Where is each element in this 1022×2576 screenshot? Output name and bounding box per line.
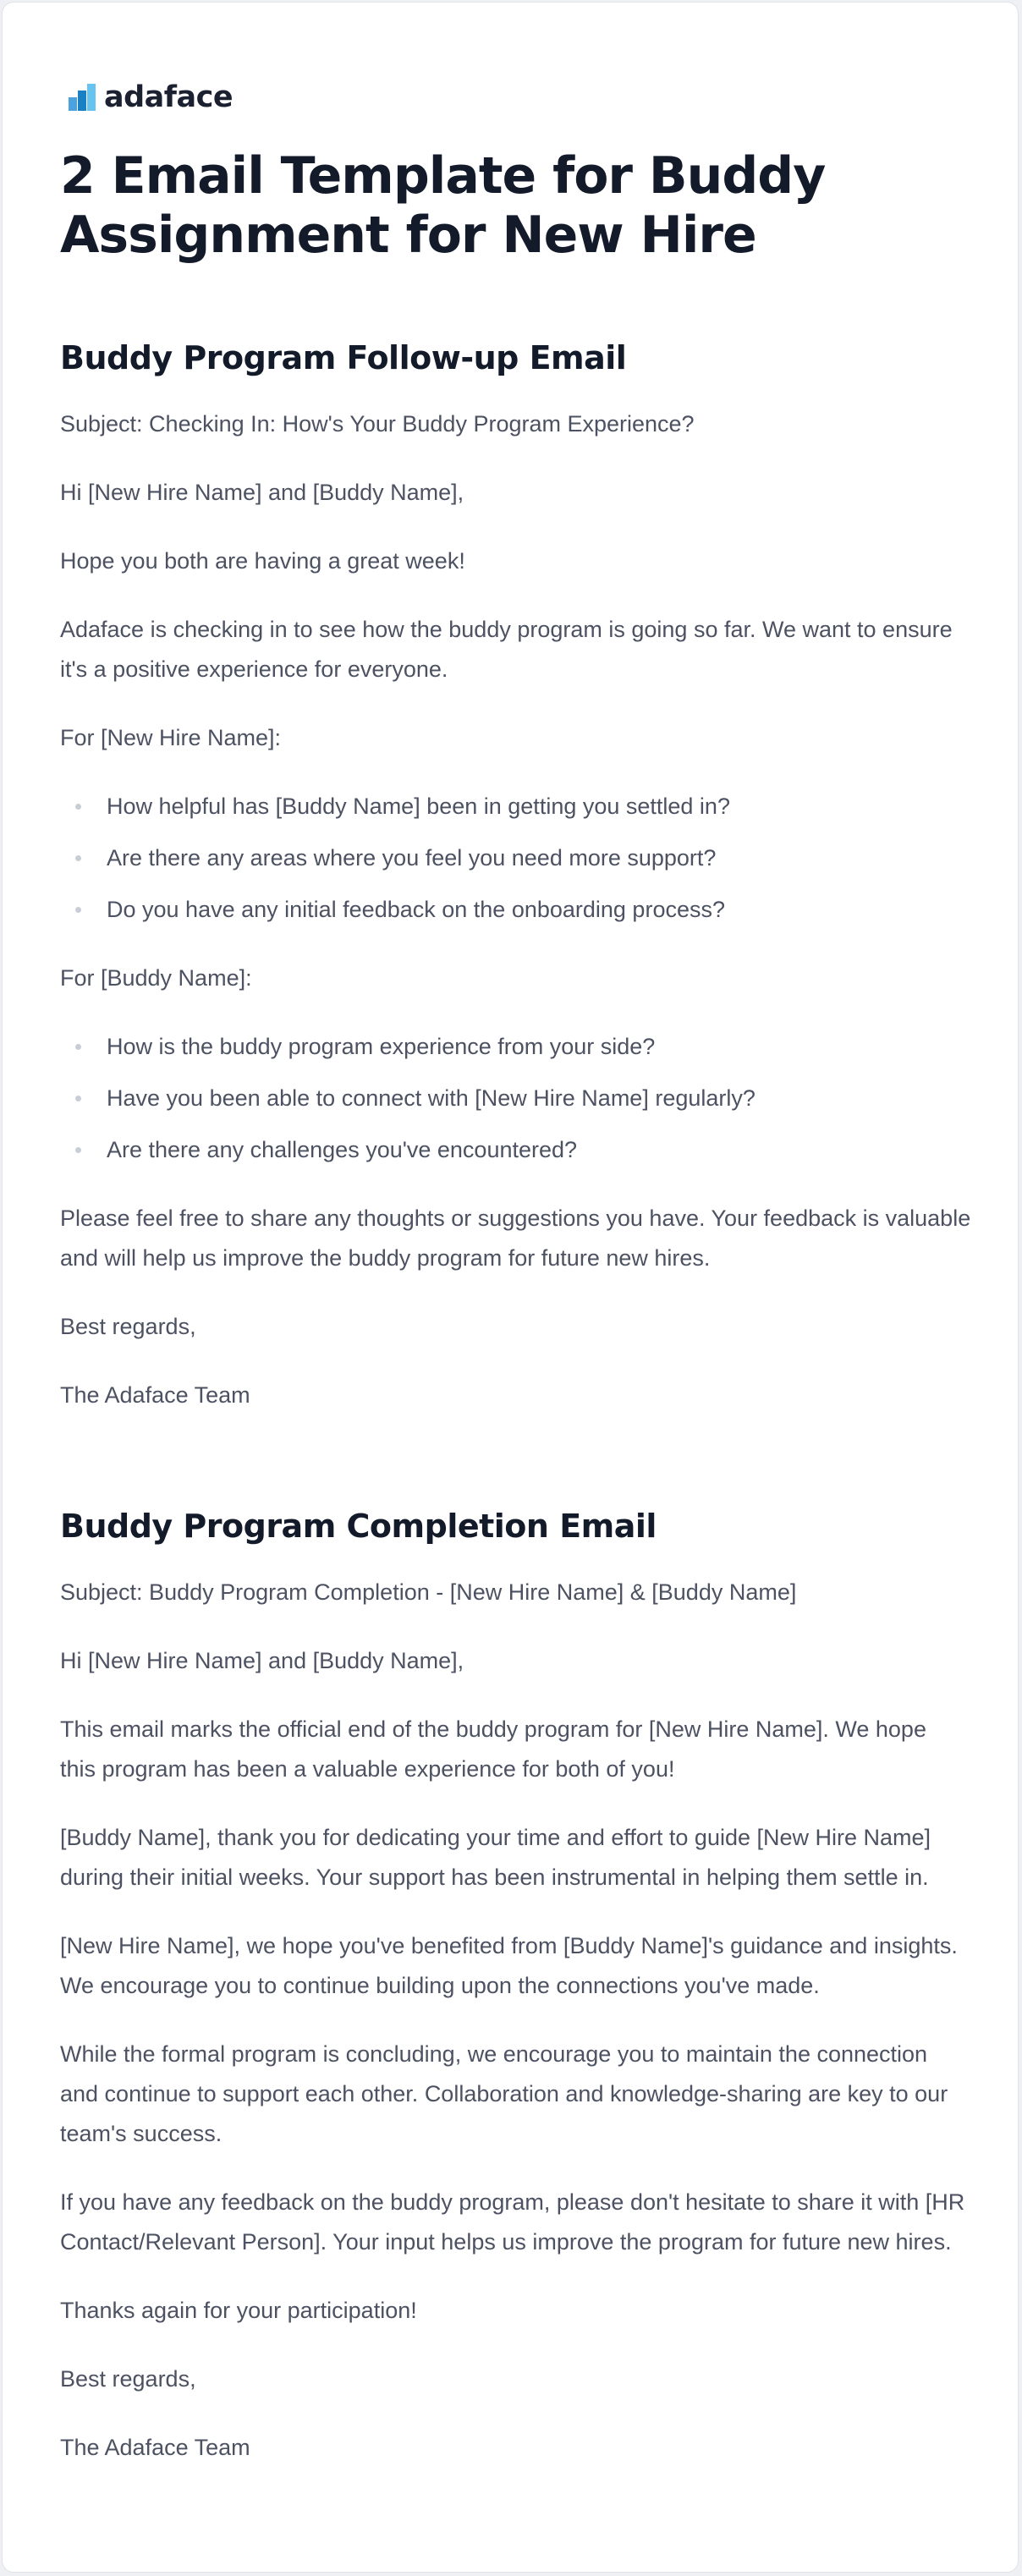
bullet-icon [75,907,81,913]
brand-name: adaface [104,80,234,114]
email-greeting: Hi [New Hire Name] and [Buddy Name], [60,480,464,505]
list-item [60,838,974,878]
list-item [60,1027,974,1067]
email-paragraph [60,1710,974,1789]
template-completion [60,1504,974,2468]
email-paragraph [60,610,974,689]
text-line: team's success. [60,2121,223,2146]
template-heading: Buddy Program Completion Email [60,1508,657,1545]
email-signature: The Adaface Team [60,1382,250,1408]
email-subject: Subject: Buddy Program Completion - [New Hire Name] & [Buddy Name] [60,1579,797,1605]
email-signature: The Adaface Team [60,2435,250,2460]
email-paragraph [60,1199,974,1278]
email-paragraph: Thanks again for your participation! [60,2298,417,2323]
text-line: This email marks the official end of the buddy program for [New Hire Name]. We hope [60,1716,926,1742]
bullet-icon [75,1147,81,1153]
list-item-text: How helpful has [Buddy Name] been in getting you settled in? [107,794,730,819]
text-line: it's a positive experience for everyone. [60,656,448,682]
template-heading: Buddy Program Follow-up Email [60,339,627,376]
page-title: 2 Email Template for Buddy Assignment for New Hire [60,146,826,265]
text-line: Adaface is checking in to see how the buddy program is going so far. We want to ensure [60,617,953,642]
bullet-icon [75,1096,81,1101]
email-signoff: Best regards, [60,1314,196,1339]
list-item-text: Are there any challenges you've encountered? [107,1137,578,1162]
article-card [2,2,1019,2573]
text-line: and will help us improve the buddy program for future new hires. [60,1245,711,1271]
text-line: While the formal program is concluding, we encourage you to maintain the connection [60,2041,928,2067]
text-line: this program has been a valuable experience for both of you! [60,1756,675,1782]
list-item-text: How is the buddy program experience from your side? [107,1034,656,1059]
new-hire-label: For [New Hire Name]: [60,725,282,750]
text-line: If you have any feedback on the buddy program, please don't hesitate to share it with [HR [60,2189,965,2215]
list-item [60,890,974,930]
template-followup [60,336,974,1415]
new-hire-question-list [60,787,974,930]
email-paragraph [60,1818,974,1898]
text-line: and continue to support each other. Collaboration and knowledge-sharing are key to our [60,2081,948,2106]
email-signoff: Best regards, [60,2366,196,2392]
list-item-text: Have you been able to connect with [New Hire Name] regularly? [107,1085,756,1111]
text-line: [Buddy Name], thank you for dedicating your time and effort to guide [New Hire Name] [60,1825,931,1850]
list-item-text: Are there any areas where you feel you need more support? [107,845,717,871]
bullet-icon [75,804,81,810]
text-line: during their initial weeks. Your support has been instrumental in helping them settle in. [60,1865,929,1890]
adaface-logo-icon [69,84,96,111]
email-subject: Subject: Checking In: How's Your Buddy Program Experience? [60,411,695,437]
text-line: Contact/Relevant Person]. Your input helps us improve the program for future new hires. [60,2229,952,2255]
email-paragraph [60,1926,974,2006]
text-line: Please feel free to share any thoughts or suggestions you have. Your feedback is valuable [60,1206,971,1231]
brand-logo[interactable] [69,79,233,116]
list-item [60,787,974,827]
email-paragraph: Hope you both are having a great week! [60,548,465,574]
buddy-label: For [Buddy Name]: [60,965,252,991]
email-paragraph [60,2035,974,2154]
list-item-text: Do you have any initial feedback on the onboarding process? [107,897,725,922]
buddy-question-list [60,1027,974,1170]
email-paragraph [60,2183,974,2262]
list-item [60,1130,974,1170]
bullet-icon [75,855,81,861]
list-item [60,1079,974,1118]
text-line: We encourage you to continue building upon the connections you've made. [60,1973,820,1998]
bullet-icon [75,1044,81,1050]
email-greeting: Hi [New Hire Name] and [Buddy Name], [60,1648,464,1673]
text-line: [New Hire Name], we hope you've benefited from [Buddy Name]'s guidance and insights. [60,1933,958,1958]
